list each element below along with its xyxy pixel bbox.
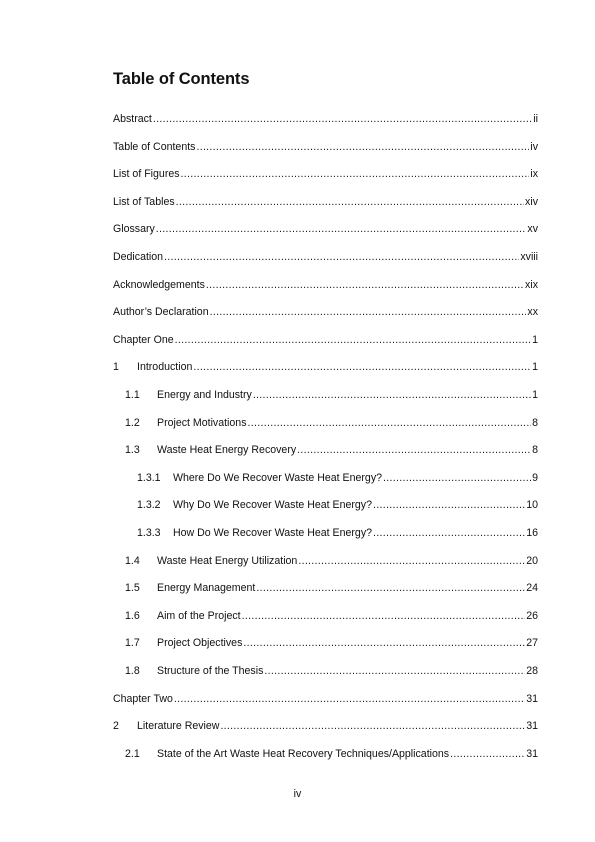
toc-entry-page: 10 [526,499,538,512]
toc-entry-page: 1 [532,333,538,346]
toc-entry-title: Energy Management [157,582,256,595]
toc-entry-title: Structure of the Thesis [157,665,264,677]
toc-entry-number: 2.1 [125,747,140,760]
toc-entry-page: 8 [532,416,538,429]
toc-entry-page: 8 [532,444,538,457]
toc-entry[interactable] [113,278,538,292]
toc-entry-title: Glossary [113,223,155,236]
toc-entry-page: 9 [532,471,538,484]
toc-entry-number: 1.2 [125,416,140,429]
toc-entry-page: xviii [520,251,538,263]
toc-entry-page: 31 [526,720,538,733]
toc-entry-page: 28 [526,665,538,677]
toc-entry-number: 1.7 [125,637,140,650]
toc-entry[interactable] [113,167,538,181]
toc-entry-page: 16 [526,527,538,539]
toc-entry-page: 20 [526,554,538,567]
toc-entry[interactable] [113,222,538,236]
toc-entry-title: Author’s Declaration [113,306,209,319]
toc-leader-dots [248,417,532,430]
toc-entry-title: Why Do We Recover Waste Heat Energy? [173,499,372,512]
toc-entry-number: 1.3.3 [137,527,161,539]
toc-entry-page: 1 [532,389,538,401]
toc-entry-page: 1 [532,361,538,374]
toc-leader-dots [450,748,525,761]
toc-entry[interactable] [137,526,538,540]
toc-leader-dots [181,168,530,181]
toc-entry-title: Where Do We Recover Waste Heat Energy? [173,471,383,484]
toc-entry-title: Aim of the Project [157,609,241,622]
toc-entry[interactable] [113,719,538,733]
toc-entry-number: 1.6 [125,609,140,622]
toc-entry-page: xix [525,278,538,291]
toc-leader-dots [373,527,525,540]
toc-entry-title: How Do We Recover Waste Heat Energy? [173,527,373,539]
toc-entry-number: 1.3.1 [137,471,161,484]
toc-entry-page: xiv [525,195,538,208]
toc-entry-title: Table of Contents [113,140,196,153]
toc-entry-title: Literature Review [137,720,220,733]
toc-entry-page: ii [533,113,538,125]
toc-entry[interactable] [125,554,538,568]
toc-leader-dots [174,693,525,706]
toc-leader-dots [383,472,531,485]
toc-entry[interactable] [113,140,538,154]
toc-entry[interactable] [113,305,538,319]
toc-entry-number: 1.3.2 [137,499,161,512]
toc-entry[interactable] [125,416,538,430]
toc-entry-title: Project Objectives [157,637,243,650]
toc-entry[interactable] [125,443,538,457]
toc-leader-dots [210,306,527,319]
toc-entry-title: Acknowledgements [113,278,205,291]
toc-leader-dots [164,251,519,264]
toc-entry-number: 1.1 [125,389,140,401]
toc-entry-page: 31 [526,747,538,760]
toc-entry-title: Introduction [137,361,193,374]
toc-entry-title: Chapter One [113,333,174,346]
toc-leader-dots [256,582,525,595]
toc-leader-dots [176,196,524,209]
toc-entry[interactable] [113,195,538,209]
toc-leader-dots [253,389,531,402]
toc-entry-number: 1.3 [125,444,140,457]
toc-entry[interactable] [113,360,538,374]
toc-entry[interactable] [113,112,538,126]
toc-entry[interactable] [113,333,538,347]
toc-entry[interactable] [125,636,538,650]
toc-entry[interactable] [125,664,538,678]
toc-entry-title: Waste Heat Energy Recovery [157,444,297,457]
toc-leader-dots [242,610,526,623]
toc-entry[interactable] [113,692,538,706]
toc-entry-number: 1.8 [125,665,140,677]
toc-entry-page: 31 [526,692,538,705]
toc-entry-page: 27 [526,637,538,650]
toc-entry-title: Project Motivations [157,416,247,429]
toc-entry-title: List of Tables [113,195,175,208]
toc-entry-page: 24 [526,582,538,595]
toc-entry-title: Abstract [113,113,152,125]
toc-leader-dots [175,334,531,347]
toc-leader-dots [206,279,524,292]
toc-entry-title: List of Figures [113,168,180,181]
toc-entry-page: 26 [526,609,538,622]
toc-leader-dots [297,444,531,457]
toc-entry-title: Dedication [113,251,164,263]
toc-entry-number: 1 [113,361,119,374]
toc-entry-title: State of the Art Waste Heat Recovery Techniques/Applications [157,747,450,760]
toc-leader-dots [196,141,529,154]
toc-leader-dots [153,113,532,126]
toc-entry-page: ix [530,168,538,181]
toc-entry-number: 1.4 [125,554,140,567]
toc-entry[interactable] [113,250,538,264]
toc-entry-page: xv [527,223,538,236]
toc-entry[interactable] [125,388,538,402]
toc-entry[interactable] [125,609,538,623]
toc-leader-dots [156,223,527,236]
toc-entry-title: Waste Heat Energy Utilization [157,554,298,567]
toc-entry[interactable] [125,747,538,761]
toc-entry[interactable] [137,498,538,512]
toc-leader-dots [220,720,525,733]
toc-leader-dots [243,637,525,650]
page-title: Table of Contents [113,70,250,88]
toc-entry-title: Chapter Two [113,692,173,705]
toc-entry-number: 1.5 [125,582,140,595]
toc-entry-page: xx [527,306,538,319]
toc-leader-dots [298,555,525,568]
page-number: iv [293,788,302,800]
toc-leader-dots [264,665,525,678]
toc-leader-dots [373,499,525,512]
toc-entry[interactable] [137,471,538,485]
toc-leader-dots [193,361,531,374]
toc-entry-title: Energy and Industry [157,389,252,401]
toc-entry-page: iv [530,140,538,153]
toc-entry[interactable] [125,581,538,595]
toc-entry-number: 2 [113,720,119,733]
